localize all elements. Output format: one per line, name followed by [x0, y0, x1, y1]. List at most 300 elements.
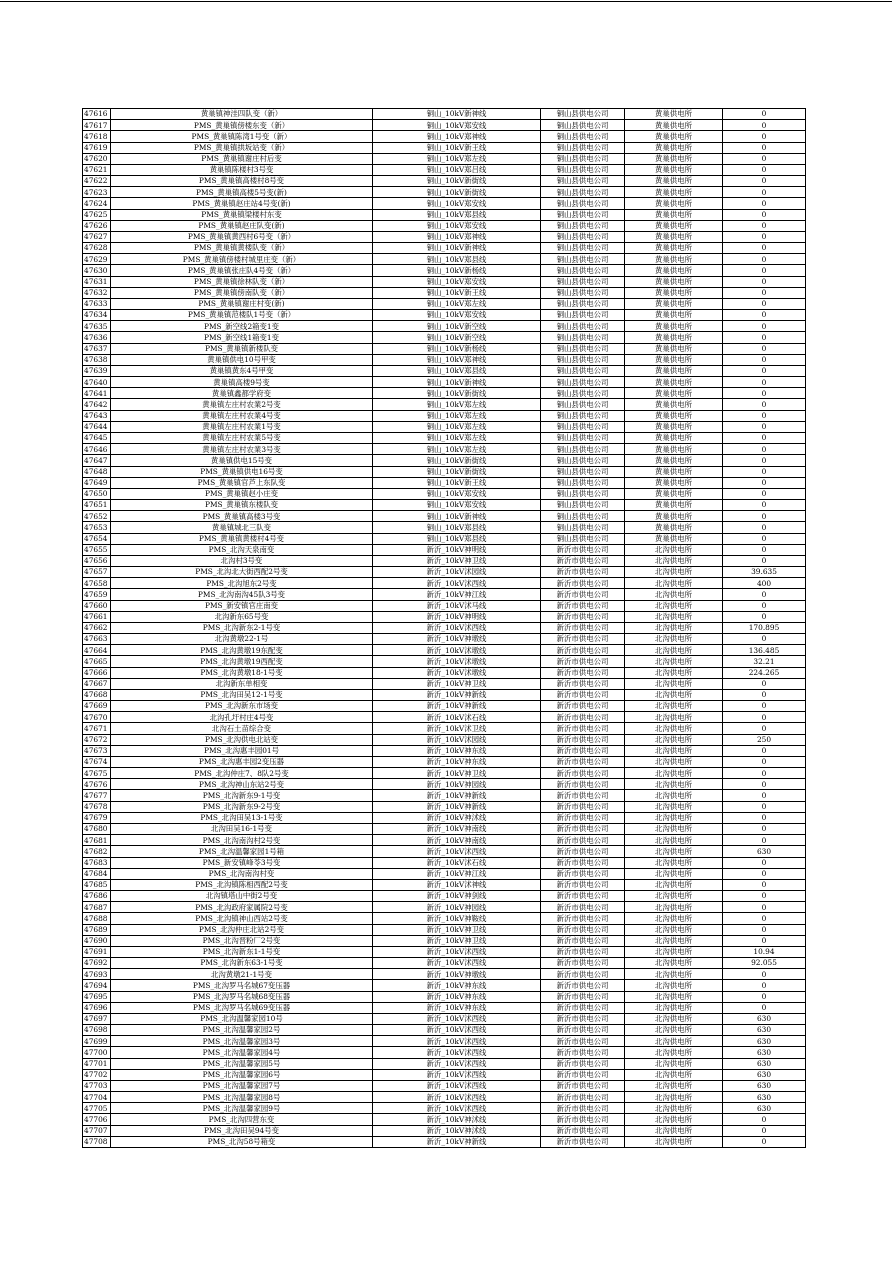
table-row: [83, 1047, 806, 1058]
station-cell: 黄巢供电所: [625, 365, 723, 376]
transformer-name-cell: PMS_黄巢镇高楼村8号变: [111, 176, 373, 187]
capacity-cell: 0: [723, 365, 806, 376]
company-cell: 新沂市供电公司: [541, 1036, 625, 1047]
table-row: [83, 187, 806, 198]
capacity-cell: 0: [723, 209, 806, 220]
row-id-cell: 47630: [83, 265, 111, 276]
feeder-line-cell: 新沂_10kV沭西线: [373, 958, 541, 969]
capacity-cell: 0: [723, 243, 806, 254]
transformer-name-cell: 北沟新东65号变: [111, 611, 373, 622]
capacity-cell: 0: [723, 343, 806, 354]
table-row: [83, 622, 806, 633]
row-id-cell: 47647: [83, 455, 111, 466]
row-id-cell: 47637: [83, 343, 111, 354]
company-cell: 新沂市供电公司: [541, 723, 625, 734]
capacity-cell: 0: [723, 220, 806, 231]
station-cell: 北沟供电所: [625, 1069, 723, 1080]
transformer-name-cell: PMS_北沟新东1-1号变: [111, 946, 373, 957]
row-id-cell: 47690: [83, 935, 111, 946]
capacity-cell: 0: [723, 756, 806, 767]
capacity-cell: 0: [723, 254, 806, 265]
row-id-cell: 47695: [83, 991, 111, 1002]
company-cell: 新沂市供电公司: [541, 1047, 625, 1058]
table-row: [83, 991, 806, 1002]
station-cell: 北沟供电所: [625, 1136, 723, 1147]
company-cell: 铜山县供电公司: [541, 243, 625, 254]
row-id-cell: 47705: [83, 1103, 111, 1114]
capacity-cell: 0: [723, 768, 806, 779]
feeder-line-cell: 铜山_10kV郑安线: [373, 500, 541, 511]
company-cell: 新沂市供电公司: [541, 902, 625, 913]
row-id-cell: 47651: [83, 500, 111, 511]
feeder-line-cell: 铜山_10kV郑左线: [373, 432, 541, 443]
feeder-line-cell: 铜山_10kV新杨线: [373, 343, 541, 354]
capacity-cell: 0: [723, 935, 806, 946]
feeder-line-cell: 铜山_10kV郑安线: [373, 120, 541, 131]
table-row: [83, 879, 806, 890]
station-cell: 北沟供电所: [625, 667, 723, 678]
row-id-cell: 47642: [83, 399, 111, 410]
feeder-line-cell: 新沂_10kV神墩线: [373, 634, 541, 645]
station-cell: 黄巢供电所: [625, 421, 723, 432]
company-cell: 新沂市供电公司: [541, 868, 625, 879]
capacity-cell: 0: [723, 176, 806, 187]
table-row: [83, 466, 806, 477]
company-cell: 新沂市供电公司: [541, 1002, 625, 1013]
row-id-cell: 47636: [83, 332, 111, 343]
capacity-cell: 0: [723, 488, 806, 499]
feeder-line-cell: 新沂_10kV沭神线: [373, 879, 541, 890]
row-id-cell: 47663: [83, 634, 111, 645]
transformer-name-cell: PMS_黄巢镇赵庄站4号变(新): [111, 198, 373, 209]
row-id-cell: 47624: [83, 198, 111, 209]
station-cell: 北沟供电所: [625, 790, 723, 801]
company-cell: 铜山县供电公司: [541, 500, 625, 511]
row-id-cell: 47683: [83, 857, 111, 868]
table-row: [83, 980, 806, 991]
feeder-line-cell: 铜山_10kV新空线: [373, 332, 541, 343]
station-cell: 北沟供电所: [625, 891, 723, 902]
company-cell: 铜山县供电公司: [541, 477, 625, 488]
transformer-name-cell: PMS_黄巢镇范楼队1号变（新）: [111, 310, 373, 321]
transformer-name-cell: PMS_北沟仲庄北站2号变: [111, 924, 373, 935]
feeder-line-cell: 铜山_10kV郑安线: [373, 276, 541, 287]
transformer-name-cell: PMS_北沟58号箱变: [111, 1136, 373, 1147]
capacity-cell: 0: [723, 913, 806, 924]
row-id-cell: 47632: [83, 287, 111, 298]
transformer-name-cell: 黄巢镇黄东4号甲变: [111, 365, 373, 376]
company-cell: 铜山县供电公司: [541, 153, 625, 164]
capacity-cell: 0: [723, 310, 806, 321]
feeder-line-cell: 新沂_10kV神南线: [373, 835, 541, 846]
capacity-cell: 630: [723, 1080, 806, 1091]
company-cell: 铜山县供电公司: [541, 198, 625, 209]
transformer-name-cell: 黄巢镇城北三队变: [111, 522, 373, 533]
row-id-cell: 47675: [83, 768, 111, 779]
row-id-cell: 47693: [83, 969, 111, 980]
page-top-rule: [0, 1, 892, 2]
transformer-name-cell: PMS_北沟罗马名城68变压器: [111, 991, 373, 1002]
table-row: [83, 365, 806, 376]
company-cell: 新沂市供电公司: [541, 969, 625, 980]
table-row: [83, 444, 806, 455]
transformer-name-cell: PMS_北沟供电北站变: [111, 734, 373, 745]
company-cell: 新沂市供电公司: [541, 779, 625, 790]
table-row: [83, 544, 806, 555]
feeder-line-cell: 铜山_10kV郑县线: [373, 209, 541, 220]
table-row: [83, 511, 806, 522]
table-row: [83, 1013, 806, 1024]
company-cell: 铜山县供电公司: [541, 343, 625, 354]
feeder-line-cell: 新沂_10kV沭西线: [373, 846, 541, 857]
table-row: [83, 354, 806, 365]
transformer-name-cell: PMS_北沟黄墩19东配变: [111, 645, 373, 656]
station-cell: 北沟供电所: [625, 634, 723, 645]
transformer-name-cell: PMS_新空线2箱变1变: [111, 321, 373, 332]
row-id-cell: 47696: [83, 1002, 111, 1013]
row-id-cell: 47673: [83, 745, 111, 756]
table-row: [83, 131, 806, 142]
capacity-cell: 0: [723, 634, 806, 645]
table-row: [83, 142, 806, 153]
company-cell: 新沂市供电公司: [541, 756, 625, 767]
company-cell: 铜山县供电公司: [541, 332, 625, 343]
capacity-cell: 0: [723, 868, 806, 879]
row-id-cell: 47654: [83, 533, 111, 544]
table-row: [83, 969, 806, 980]
table-row: [83, 902, 806, 913]
row-id-cell: 47629: [83, 254, 111, 265]
row-id-cell: 47623: [83, 187, 111, 198]
row-id-cell: 47684: [83, 868, 111, 879]
transformer-name-cell: PMS_北沟惠丰园2变压器: [111, 756, 373, 767]
company-cell: 新沂市供电公司: [541, 578, 625, 589]
feeder-line-cell: 新沂_10kV神东线: [373, 756, 541, 767]
company-cell: 新沂市供电公司: [541, 645, 625, 656]
feeder-line-cell: 新沂_10kV神新线: [373, 689, 541, 700]
row-id-cell: 47658: [83, 578, 111, 589]
company-cell: 新沂市供电公司: [541, 946, 625, 957]
row-id-cell: 47682: [83, 846, 111, 857]
station-cell: 黄巢供电所: [625, 187, 723, 198]
capacity-cell: 0: [723, 321, 806, 332]
station-cell: 黄巢供电所: [625, 410, 723, 421]
capacity-cell: 0: [723, 444, 806, 455]
capacity-cell: 0: [723, 745, 806, 756]
station-cell: 黄巢供电所: [625, 321, 723, 332]
table-row: [83, 600, 806, 611]
capacity-cell: 10.94: [723, 946, 806, 957]
company-cell: 铜山县供电公司: [541, 120, 625, 131]
station-cell: 北沟供电所: [625, 1025, 723, 1036]
station-cell: 黄巢供电所: [625, 176, 723, 187]
feeder-line-cell: 新沂_10kV沭墩线: [373, 656, 541, 667]
table-row: [83, 801, 806, 812]
table-row: [83, 824, 806, 835]
company-cell: 新沂市供电公司: [541, 622, 625, 633]
feeder-line-cell: 铜山_10kV新杨线: [373, 265, 541, 276]
capacity-cell: 0: [723, 555, 806, 566]
row-id-cell: 47687: [83, 902, 111, 913]
transformer-name-cell: 北沟田吴16-1号变: [111, 824, 373, 835]
transformer-name-cell: PMS_黄巢镇拱坂站变（新）: [111, 142, 373, 153]
station-cell: 黄巢供电所: [625, 310, 723, 321]
row-id-cell: 47622: [83, 176, 111, 187]
table-row: [83, 120, 806, 131]
feeder-line-cell: 新沂_10kV神卫线: [373, 768, 541, 779]
transformer-name-cell: PMS_黄巢镇黄楼队变（新）: [111, 243, 373, 254]
feeder-line-cell: 铜山_10kV新街线: [373, 176, 541, 187]
feeder-line-cell: 新沂_10kV神东线: [373, 745, 541, 756]
company-cell: 新沂市供电公司: [541, 678, 625, 689]
feeder-line-cell: 新沂_10kV神新线: [373, 790, 541, 801]
transformer-name-cell: 黄巢镇左庄村农業2号变: [111, 399, 373, 410]
table-row: [83, 533, 806, 544]
table-row: [83, 756, 806, 767]
transformer-name-cell: PMS_北沟田吴13-1号变: [111, 812, 373, 823]
transformer-name-cell: PMS_北沟温馨家园8号: [111, 1092, 373, 1103]
station-cell: 黄巢供电所: [625, 142, 723, 153]
station-cell: 黄巢供电所: [625, 153, 723, 164]
capacity-cell: 0: [723, 902, 806, 913]
row-id-cell: 47677: [83, 790, 111, 801]
capacity-cell: 0: [723, 377, 806, 388]
feeder-line-cell: 新沂_10kV神东线: [373, 991, 541, 1002]
row-id-cell: 47681: [83, 835, 111, 846]
table-row: [83, 109, 806, 120]
table-row: [83, 243, 806, 254]
capacity-cell: 0: [723, 857, 806, 868]
table-row: [83, 656, 806, 667]
company-cell: 新沂市供电公司: [541, 768, 625, 779]
feeder-line-cell: 新沂_10kV神东线: [373, 1002, 541, 1013]
feeder-line-cell: 新沂_10kV神明线: [373, 611, 541, 622]
row-id-cell: 47639: [83, 365, 111, 376]
transformer-name-cell: 黄巢镇高楼9号变: [111, 377, 373, 388]
capacity-cell: 92.055: [723, 958, 806, 969]
row-id-cell: 47627: [83, 231, 111, 242]
company-cell: 新沂市供电公司: [541, 824, 625, 835]
table-row: [83, 455, 806, 466]
feeder-line-cell: 新沂_10kV神东线: [373, 980, 541, 991]
station-cell: 北沟供电所: [625, 1002, 723, 1013]
company-cell: 铜山县供电公司: [541, 176, 625, 187]
company-cell: 新沂市供电公司: [541, 913, 625, 924]
capacity-cell: 0: [723, 187, 806, 198]
feeder-line-cell: 新沂_10kV沭西线: [373, 1080, 541, 1091]
feeder-line-cell: 新沂_10kV神园线: [373, 902, 541, 913]
capacity-cell: 630: [723, 1025, 806, 1036]
feeder-line-cell: 新沂_10kV沭西线: [373, 946, 541, 957]
transformer-name-cell: PMS_新安镇官庄南变: [111, 600, 373, 611]
row-id-cell: 47669: [83, 701, 111, 712]
company-cell: 新沂市供电公司: [541, 1025, 625, 1036]
station-cell: 黄巢供电所: [625, 120, 723, 131]
table-row: [83, 555, 806, 566]
capacity-cell: 0: [723, 511, 806, 522]
table-row: [83, 645, 806, 656]
table-row: [83, 1092, 806, 1103]
row-id-cell: 47686: [83, 891, 111, 902]
feeder-line-cell: 铜山_10kV郑左线: [373, 444, 541, 455]
company-cell: 新沂市供电公司: [541, 835, 625, 846]
row-id-cell: 47703: [83, 1080, 111, 1091]
capacity-cell: 0: [723, 1136, 806, 1147]
row-id-cell: 47664: [83, 645, 111, 656]
feeder-line-cell: 新沂_10kV神新线: [373, 1136, 541, 1147]
company-cell: 新沂市供电公司: [541, 801, 625, 812]
table-row: [83, 734, 806, 745]
transformer-name-cell: 黄巢镇神洼四队变（新）: [111, 109, 373, 120]
feeder-line-cell: 新沂_10kV沭石线: [373, 857, 541, 868]
feeder-line-cell: 新沂_10kV神卫线: [373, 555, 541, 566]
company-cell: 新沂市供电公司: [541, 879, 625, 890]
capacity-cell: 0: [723, 969, 806, 980]
company-cell: 新沂市供电公司: [541, 689, 625, 700]
capacity-cell: 630: [723, 1058, 806, 1069]
transformer-name-cell: PMS_北沟黄墩18-1号变: [111, 667, 373, 678]
row-id-cell: 47672: [83, 734, 111, 745]
capacity-cell: 0: [723, 388, 806, 399]
row-id-cell: 47645: [83, 432, 111, 443]
station-cell: 北沟供电所: [625, 801, 723, 812]
feeder-line-cell: 新沂_10kV沭西线: [373, 1092, 541, 1103]
station-cell: 北沟供电所: [625, 645, 723, 656]
station-cell: 黄巢供电所: [625, 477, 723, 488]
feeder-line-cell: 新沂_10kV神卫线: [373, 678, 541, 689]
capacity-cell: 136.485: [723, 645, 806, 656]
station-cell: 黄巢供电所: [625, 511, 723, 522]
feeder-line-cell: 铜山_10kV新王线: [373, 477, 541, 488]
transformer-name-cell: PMS_北沟镇陈相西配2号变: [111, 879, 373, 890]
row-id-cell: 47641: [83, 388, 111, 399]
table-row: [83, 924, 806, 935]
station-cell: 北沟供电所: [625, 1080, 723, 1091]
feeder-line-cell: 铜山_10kV新神线: [373, 109, 541, 120]
row-id-cell: 47659: [83, 589, 111, 600]
feeder-line-cell: 新沂_10kV沭墩线: [373, 645, 541, 656]
transformer-name-cell: 黄巢镇左庄村农業1号变: [111, 421, 373, 432]
company-cell: 铜山县供电公司: [541, 321, 625, 332]
feeder-line-cell: 铜山_10kV新神线: [373, 377, 541, 388]
station-cell: 黄巢供电所: [625, 265, 723, 276]
table-row: [83, 868, 806, 879]
transformer-name-cell: PMS_黄巢镇赵庄队变(新): [111, 220, 373, 231]
transformer-name-cell: 黄巢镇左庄村农業3号变: [111, 444, 373, 455]
capacity-cell: 0: [723, 153, 806, 164]
feeder-line-cell: 新沂_10kV神卫线: [373, 935, 541, 946]
company-cell: 新沂市供电公司: [541, 891, 625, 902]
station-cell: 黄巢供电所: [625, 287, 723, 298]
capacity-cell: 0: [723, 1125, 806, 1136]
feeder-line-cell: 铜山_10kV新街线: [373, 455, 541, 466]
company-cell: 铜山县供电公司: [541, 365, 625, 376]
feeder-line-cell: 新沂_10kV神沭线: [373, 1114, 541, 1125]
table-row: [83, 1069, 806, 1080]
table-row: [83, 1025, 806, 1036]
company-cell: 新沂市供电公司: [541, 600, 625, 611]
capacity-cell: 0: [723, 835, 806, 846]
transformer-name-cell: 北沟镇塔山中街2号变: [111, 891, 373, 902]
transformer-name-cell: PMS_北沟温馨家园3号: [111, 1036, 373, 1047]
feeder-line-cell: 新沂_10kV沭西线: [373, 622, 541, 633]
company-cell: 铜山县供电公司: [541, 231, 625, 242]
row-id-cell: 47621: [83, 164, 111, 175]
station-cell: 北沟供电所: [625, 924, 723, 935]
feeder-line-cell: 铜山_10kV郑安线: [373, 488, 541, 499]
transformer-name-cell: PMS_黄巢镇官芦上东队变: [111, 477, 373, 488]
station-cell: 黄巢供电所: [625, 388, 723, 399]
transformer-name-cell: PMS_黄巢镇傍南队变（新）: [111, 287, 373, 298]
station-cell: 黄巢供电所: [625, 231, 723, 242]
transformer-name-cell: PMS_北沟旭东2号变: [111, 578, 373, 589]
company-cell: 铜山县供电公司: [541, 265, 625, 276]
station-cell: 北沟供电所: [625, 835, 723, 846]
capacity-cell: 0: [723, 231, 806, 242]
transformer-name-cell: PMS_黄巢镇黄西村6号变（新）: [111, 231, 373, 242]
company-cell: 铜山县供电公司: [541, 410, 625, 421]
table-body: [83, 109, 806, 1148]
feeder-line-cell: 铜山_10kV新神线: [373, 511, 541, 522]
feeder-line-cell: 铜山_10kV郑左线: [373, 153, 541, 164]
table-row: [83, 578, 806, 589]
capacity-cell: 0: [723, 790, 806, 801]
table-row: [83, 254, 806, 265]
capacity-cell: 0: [723, 298, 806, 309]
table-row: [83, 712, 806, 723]
table-row: [83, 388, 806, 399]
capacity-cell: 0: [723, 276, 806, 287]
table-row: [83, 231, 806, 242]
company-cell: 铜山县供电公司: [541, 455, 625, 466]
station-cell: 黄巢供电所: [625, 220, 723, 231]
capacity-cell: 0: [723, 812, 806, 823]
table-row: [83, 768, 806, 779]
capacity-cell: 224.265: [723, 667, 806, 678]
row-id-cell: 47660: [83, 600, 111, 611]
table-row: [83, 176, 806, 187]
station-cell: 黄巢供电所: [625, 131, 723, 142]
row-id-cell: 47699: [83, 1036, 111, 1047]
feeder-line-cell: 铜山_10kV郑左线: [373, 298, 541, 309]
transformer-name-cell: PMS_北沟神山东站2号变: [111, 779, 373, 790]
company-cell: 新沂市供电公司: [541, 935, 625, 946]
company-cell: 铜山县供电公司: [541, 187, 625, 198]
row-id-cell: 47668: [83, 689, 111, 700]
capacity-cell: 0: [723, 500, 806, 511]
transformer-name-cell: PMS_新安镇峰苓3号变: [111, 857, 373, 868]
feeder-line-cell: 新沂_10kV神墩线: [373, 969, 541, 980]
transformer-name-cell: PMS_北沟罗马名城69变压器: [111, 1002, 373, 1013]
station-cell: 黄巢供电所: [625, 332, 723, 343]
row-id-cell: 47653: [83, 522, 111, 533]
transformer-name-cell: PMS_北沟新东63-1号变: [111, 958, 373, 969]
station-cell: 北沟供电所: [625, 902, 723, 913]
feeder-line-cell: 新沂_10kV神卫线: [373, 924, 541, 935]
row-id-cell: 47689: [83, 924, 111, 935]
table-row: [83, 276, 806, 287]
feeder-line-cell: 铜山_10kV郑安线: [373, 220, 541, 231]
row-id-cell: 47662: [83, 622, 111, 633]
station-cell: 北沟供电所: [625, 611, 723, 622]
row-id-cell: 47679: [83, 812, 111, 823]
row-id-cell: 47692: [83, 958, 111, 969]
row-id-cell: 47625: [83, 209, 111, 220]
station-cell: 北沟供电所: [625, 1058, 723, 1069]
capacity-cell: 0: [723, 701, 806, 712]
transformer-name-cell: PMS_北沟温馨家园1号箱: [111, 846, 373, 857]
table-row: [83, 667, 806, 678]
